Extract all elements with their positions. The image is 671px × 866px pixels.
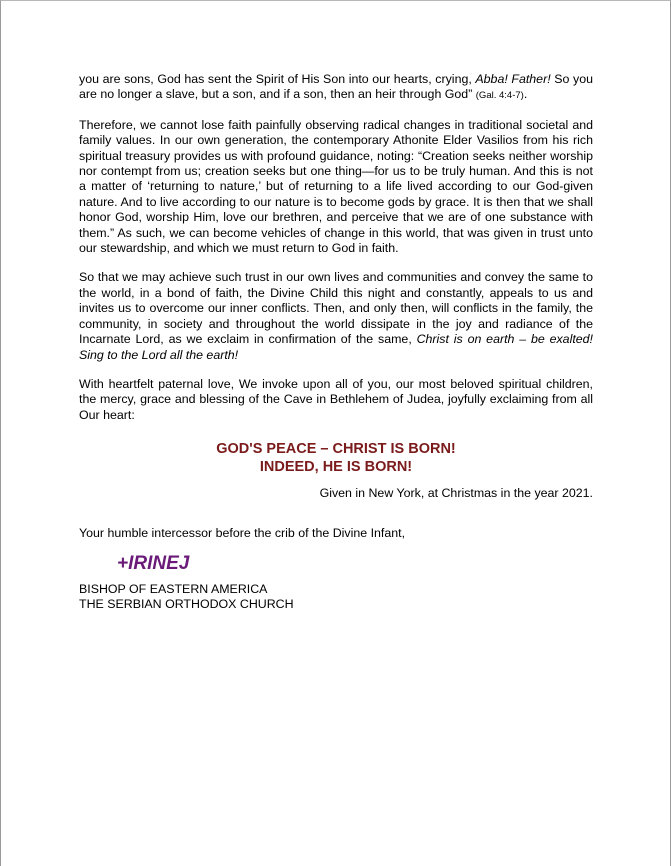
given-date: Given in New York, at Christmas in the year 2021. bbox=[319, 486, 593, 501]
italic-quote: Abba! Father! bbox=[475, 72, 551, 86]
paragraph-trust bbox=[79, 270, 593, 362]
greeting-line-1: GOD'S PEACE – CHRIST IS BORN! bbox=[216, 441, 456, 458]
paragraph-text: you are sons, God has sent the Spirit of His Son into our hearts, crying, bbox=[79, 72, 476, 86]
paragraph-elder-vasilios: Therefore, we cannot lose faith painfully observing radical changes in traditional societal and family values. In our own generation, the contemporary Athonite Elder Vasilios from his rich spiritual treasury provides us with profound guidance, noting: “Creation seeks neither worship nor contempt from us; creation seeks but one thing—for us to be truly human. And this is not a matter of ‘returning to nature,’ but of returning to a life lived according to our God-given nature. And to live according to our nature is to become gods by grace. It is then that we shall honor God, worship Him, love our brethren, and perceive that we are of one substance with them.” As such, we can become vehicles of change in this world, that was given in trust unto our stewardship, and which we must return to God in faith. bbox=[79, 117, 593, 256]
letter-body bbox=[79, 72, 593, 612]
scripture-reference: (Gal. 4:4-7) bbox=[475, 90, 524, 102]
paragraph-text: So that we may achieve such trust in our own lives and communities and convey the same to the world, in a bond of faith, the Divine Child this night and constantly, appeals to us and invites us to overcome our inner conflicts. Then, and only then, will conflicts in the family, the community, in society and throughout the world dissipate in the joy and radiance of the Incarnate Lord, as we exclaim in confirmation of the same, bbox=[79, 270, 593, 347]
italic-exclamation: Christ is on earth – be exalted! Sing to the Lord all the earth! bbox=[79, 332, 593, 362]
greeting-line-2: INDEED, HE IS BORN! bbox=[259, 459, 413, 476]
paragraph-galatians bbox=[79, 72, 593, 104]
title-line-2: THE SERBIAN ORTHODOX CHURCH bbox=[79, 596, 294, 611]
paragraph-text: . bbox=[523, 87, 528, 102]
signature: +IRINEJ bbox=[117, 552, 190, 574]
title-line-1: BISHOP OF EASTERN AMERICA bbox=[79, 581, 268, 596]
closing-line: Your humble intercessor before the crib of the Divine Infant, bbox=[79, 525, 406, 540]
paragraph-text: So you are no longer a slave, but a son, and if a son, then an heir through God” bbox=[79, 72, 594, 102]
signatory-title bbox=[79, 582, 593, 612]
christmas-greeting bbox=[79, 440, 593, 476]
paragraph-blessing: With heartfelt paternal love, We invoke upon all of you, our most beloved spiritual children, the mercy, grace and blessing of the Cave in Bethlehem of Judea, joyfully exclaiming from all Our heart: bbox=[79, 376, 593, 422]
